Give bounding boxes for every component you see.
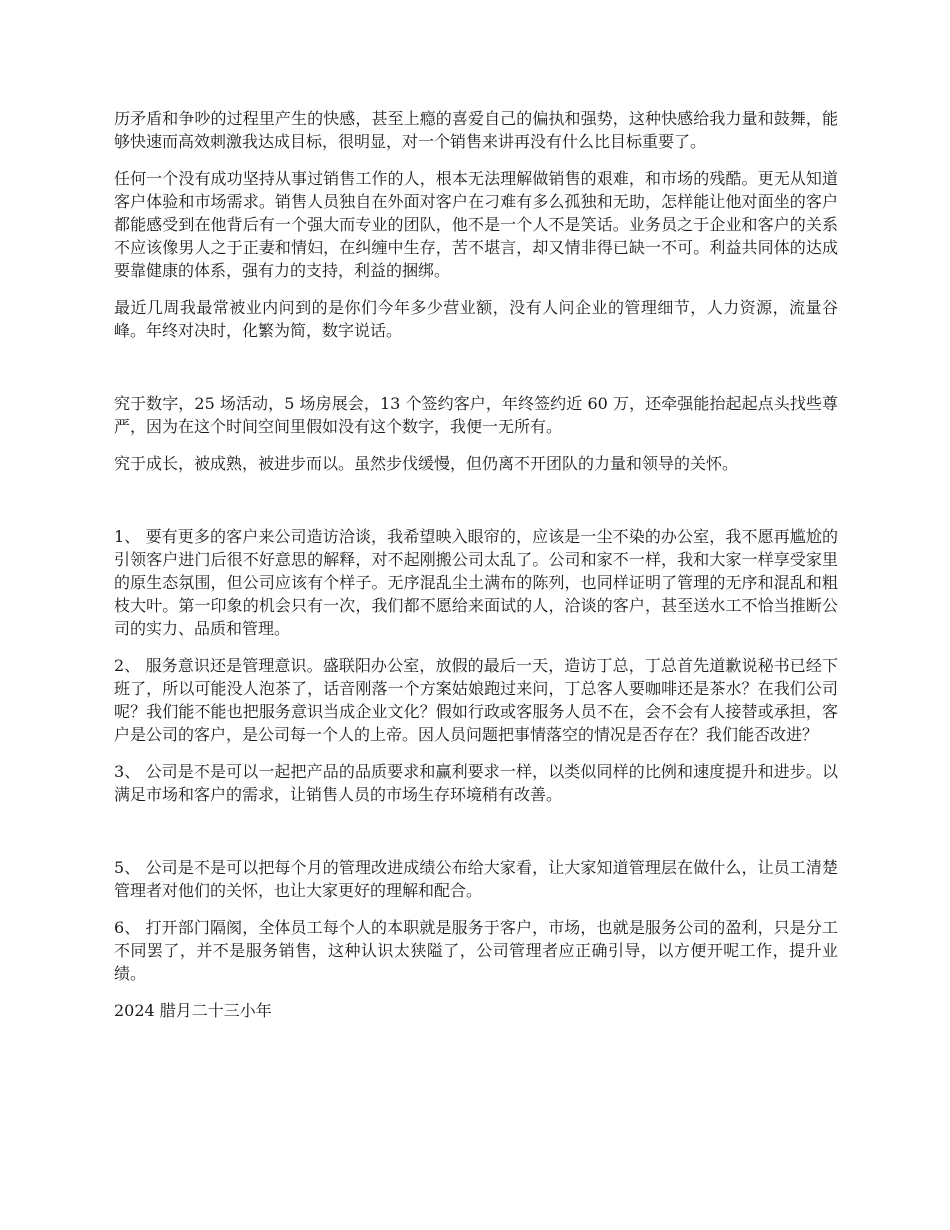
- paragraph-sales-difficulty: 任何一个没有成功坚持从事过销售工作的人，根本无法理解做销售的艰难，和市场的残酷。更无从知道客户体验和市场需求。销售人员独自在外面对客户在刁难有多么孤独和无助，怎样能让他对面坐的客户都能感受到在他背后有一个强大而专业的团队，他不是一个人不是笑话。业务员之于企业和客户的关系不应该像男人之于正妻和情妇，在纠缠中生存，苦不堪言，却又情非得已缺一不可。利益共同体的达成要靠健康的体系，强有力的支持，利益的捆绑。: [114, 169, 838, 280]
- paragraph-growth: 究于成长，被成熟，被进步而以。虽然步伐缓慢，但仍离不开团队的力量和领导的关怀。: [114, 454, 739, 473]
- list-item-3: 3、 公司是不是可以一起把产品的品质要求和赢利要求一样，以类似同样的比例和速度提升和进步。以满足市场和客户的需求，让销售人员的市场生存环境稍有改善。: [114, 762, 838, 804]
- list-item-5: 5、 公司是不是可以把每个月的管理改进成绩公布给大家看，让大家知道管理层在做什么，让员工清楚管理者对他们的关怀，也让大家更好的理解和配合。: [114, 858, 838, 900]
- paragraph-intro: 历矛盾和争吵的过程里产生的快感，甚至上瘾的喜爱自己的偏执和强势，这种快感给我力量和鼓舞，能够快速而高效刺激我达成目标，很明显，对一个销售来讲再没有什么比目标重要了。: [114, 109, 838, 151]
- list-item-1: 1、 要有更多的客户来公司造访洽谈，我希望映入眼帘的，应该是一尘不染的办公室，我不愿再尴尬的引领客户进门后很不好意思的解释，对不起刚搬公司太乱了。公司和家不一样，我和大家一样享受家里的原生态氛围，但公司应该有个样子。无序混乱尘土满布的陈列，也同样证明了管理的无序和混乱和粗枝大叶。第一印象的机会只有一次，我们都不愿给来面试的人，洽谈的客户，甚至送水工不恰当推断公司的实力、品质和管理。: [114, 527, 838, 638]
- list-item-6: 6、 打开部门隔阂，全体员工每个人的本职就是服务于客户，市场，也就是服务公司的盈利，只是分工不同罢了，并不是服务销售，这种认识太狭隘了，公司管理者应正确引导，以方便开呢工作，提升业绩。: [114, 918, 838, 983]
- paragraph-numbers: 究于数字，25 场活动，5 场房展会，13 个签约客户，年终签约近 60 万，还牵强能抬起起点头找些尊严，因为在这个时间空间里假如没有这个数字，我便一无所有。: [114, 394, 838, 436]
- paragraph-industry-questions: 最近几周我最常被业内问到的是你们今年多少营业额，没有人问企业的管理细节，人力资源，流量谷峰。年终对决时，化繁为简，数字说话。: [114, 298, 838, 340]
- list-item-2: 2、 服务意识还是管理意识。盛联阳办公室，放假的最后一天，造访丁总，丁总首先道歉说秘书已经下班了，所以可能没人泡茶了，话音刚落一个方案姑娘跑过来问，丁总客人要咖啡还是茶水？在我们公司呢？我们能不能也把服务意识当成企业文化？假如行政或客服务人员不在，会不会有人接替或承担，客户是公司的客户，是公司每一个人的上帝。因人员问题把事情落空的情况是否存在？我们能否改进？: [114, 656, 838, 744]
- date-signature: 2024 腊月二十三小年: [114, 1001, 272, 1020]
